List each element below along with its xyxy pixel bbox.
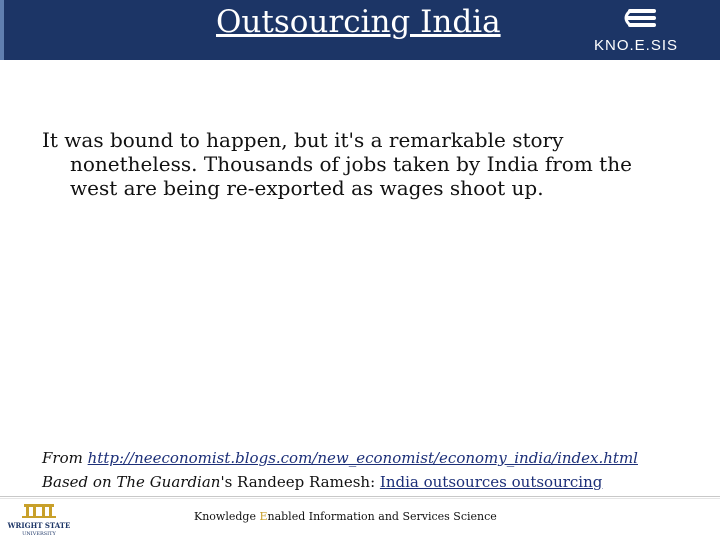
university-building-icon xyxy=(22,504,56,518)
footer-divider-shadow xyxy=(0,498,720,499)
source-citation xyxy=(42,446,638,494)
slide-title-link[interactable]: Outsourcing India xyxy=(216,4,501,40)
source-from-label: From xyxy=(42,449,83,467)
header-accent-strip xyxy=(0,0,4,60)
svg-text:UNIVERSITY: UNIVERSITY xyxy=(22,531,56,537)
source-publication: The Guardian xyxy=(116,473,221,491)
slide-body xyxy=(42,128,692,200)
knoesis-emblem-icon xyxy=(626,9,656,27)
source-article-link[interactable]: India outsources outsourcing xyxy=(379,473,603,491)
source-author: 's Randeep Ramesh: xyxy=(220,473,376,491)
footer-tagline: Knowledge Enabled Information and Services Science xyxy=(194,510,497,523)
slide-title xyxy=(216,4,501,40)
source-line-2 xyxy=(42,470,638,494)
body-line-1: It was bound to happen, but it's a remarkable story xyxy=(42,128,564,152)
knoesis-logo-text: KNO.E.SIS xyxy=(594,37,679,54)
source-line-1 xyxy=(42,446,638,470)
footer-divider xyxy=(0,496,720,497)
body-line-2: nonetheless. Thousands of jobs taken by India from the xyxy=(70,152,632,176)
svg-text:WRIGHT STATE: WRIGHT STATE xyxy=(7,521,71,530)
source-url-link[interactable]: http://neeconomist.blogs.com/new_economist/economy_india/index.html xyxy=(87,449,638,467)
knoesis-logo xyxy=(592,6,712,56)
body-line-3: west are being re-exported as wages shoot up. xyxy=(70,176,544,200)
source-based-prefix: Based on xyxy=(42,473,112,491)
wright-state-logo xyxy=(4,502,74,538)
